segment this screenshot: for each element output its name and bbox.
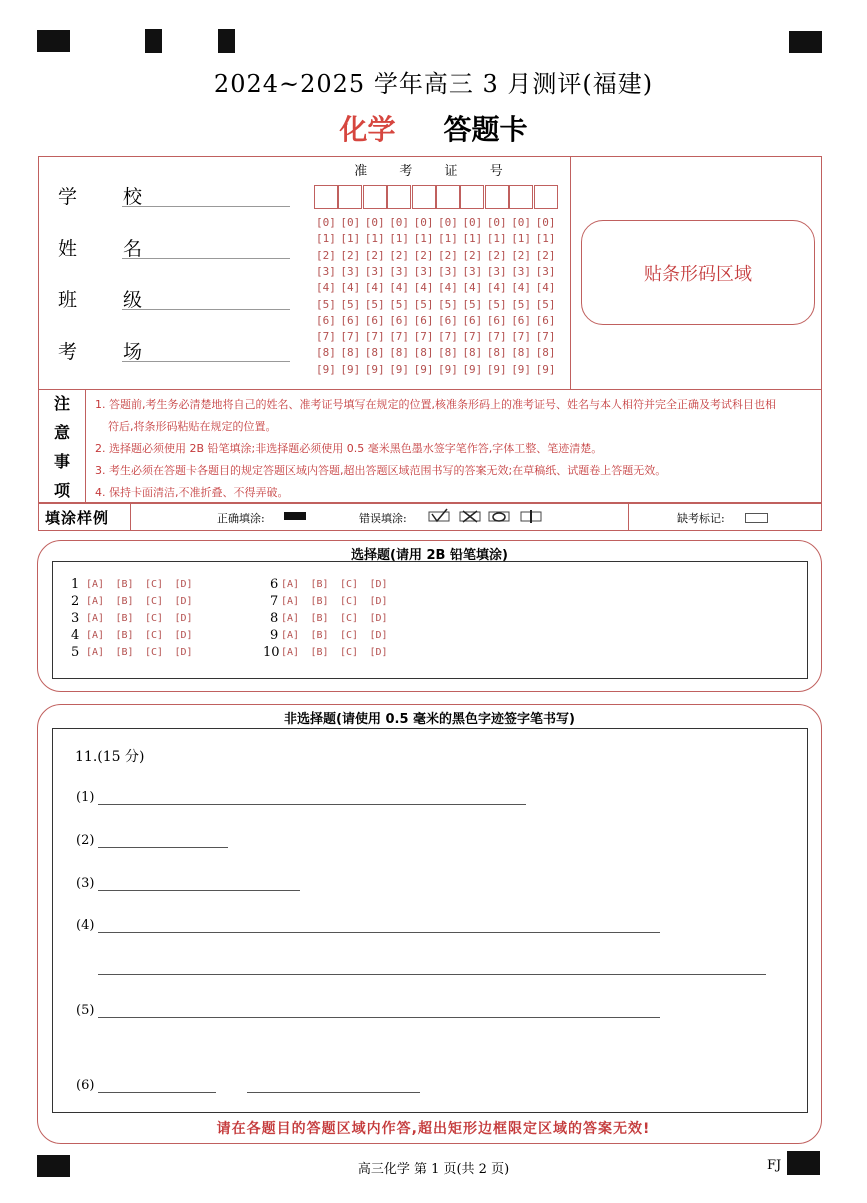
exam-id-bubble[interactable]: [8]	[340, 346, 361, 360]
exam-id-bubble[interactable]: [4]	[438, 281, 458, 295]
part-3-label: (3)	[76, 876, 95, 891]
wrong-fill-samples	[427, 507, 547, 525]
choice-option-bubble[interactable]: [A]	[86, 579, 105, 590]
exam-id-bubble[interactable]: [9]	[364, 362, 385, 376]
part-4-answer-line[interactable]	[98, 932, 660, 933]
exam-id-bubble[interactable]: [7]	[438, 330, 458, 344]
info-divider	[570, 157, 571, 389]
exam-id-bubble[interactable]: [0]	[364, 216, 385, 229]
question-number: 2	[71, 594, 80, 609]
exam-id-bubble[interactable]: [1]	[511, 232, 532, 246]
exam-id-bubble[interactable]: [4]	[316, 281, 336, 295]
exam-id-bubble[interactable]: [3]	[364, 264, 385, 278]
fill-example-label: 填涂样例	[45, 509, 110, 527]
exam-id-bubble[interactable]: [6]	[389, 313, 410, 327]
card-title	[0, 108, 867, 148]
choice-option-bubble[interactable]: [B]	[115, 613, 134, 624]
school-label: 学 校	[58, 186, 163, 208]
choice-option-bubble[interactable]: [B]	[115, 579, 134, 590]
exam-id-cell[interactable]	[509, 185, 533, 209]
exam-id-cell[interactable]	[412, 185, 436, 209]
registration-mark-top-right	[789, 31, 822, 53]
exam-id-bubble[interactable]: [3]	[535, 264, 556, 278]
notice-item-3: 3. 考生必须在答题卡各题目的规定答题区域内答题,超出答题区域范围书写的答案无效;在草稿纸、试题卷上答题无效。	[95, 464, 667, 477]
nonchoice-section-title: 非选择题(请使用 0.5 毫米的黑色字迹签字笔书写)	[284, 712, 575, 727]
exam-id-bubble[interactable]: [1]	[438, 232, 458, 246]
question-number: 8	[270, 611, 279, 626]
exam-id-bubble[interactable]: [3]	[340, 264, 361, 278]
exam-id-bubble[interactable]: [9]	[486, 362, 507, 376]
choice-option-bubble[interactable]: [D]	[174, 630, 193, 641]
exam-id-cell[interactable]	[363, 185, 387, 209]
exam-id-bubble[interactable]: [9]	[511, 362, 532, 376]
exam-id-bubble[interactable]: [8]	[486, 346, 507, 360]
part-1-label: (1)	[76, 790, 95, 805]
part-1-answer-line[interactable]	[98, 804, 526, 805]
exam-id-cell[interactable]	[460, 185, 484, 209]
exam-id-bubble[interactable]: [3]	[511, 264, 532, 278]
exam-id-bubble[interactable]: [6]	[413, 313, 434, 327]
choice-option-bubble[interactable]: [B]	[310, 579, 329, 590]
part-2-label: (2)	[76, 833, 95, 848]
exam-id-bubble[interactable]: [6]	[535, 313, 556, 327]
exam-id-bubble[interactable]: [0]	[413, 216, 434, 229]
choice-answer-area	[52, 561, 808, 679]
exam-id-bubble[interactable]: [7]	[511, 330, 532, 344]
exam-id-bubble[interactable]: [4]	[486, 281, 507, 295]
exam-id-bubble[interactable]: [4]	[413, 281, 434, 295]
exam-id-bubble[interactable]: [1]	[535, 232, 556, 246]
exam-id-bubble[interactable]: [7]	[316, 330, 336, 344]
choice-option-bubble[interactable]: [C]	[340, 647, 359, 658]
part-6-label: (6)	[76, 1078, 95, 1093]
exam-id-bubble[interactable]: [7]	[364, 330, 385, 344]
exam-id-title: 准 考 证 号	[354, 164, 517, 179]
choice-option-bubble[interactable]: [A]	[281, 613, 300, 624]
exam-id-bubble[interactable]: [3]	[413, 264, 434, 278]
absent-mark-box[interactable]	[745, 513, 768, 523]
exam-id-bubble[interactable]: [2]	[316, 248, 336, 262]
part-4-label: (4)	[76, 918, 95, 933]
exam-id-bubble[interactable]: [7]	[486, 330, 507, 344]
exam-id-bubble[interactable]: [0]	[438, 216, 458, 229]
notice-heading-char: 意	[53, 422, 70, 442]
exam-id-bubble[interactable]: [8]	[413, 346, 434, 360]
name-label: 姓 名	[58, 238, 163, 260]
choice-option-bubble[interactable]: [D]	[174, 647, 193, 658]
exam-id-bubble[interactable]: [7]	[413, 330, 434, 344]
exam-id-bubble[interactable]: [9]	[316, 362, 336, 376]
exam-id-bubble[interactable]: [0]	[316, 216, 336, 229]
notice-item-4: 4. 保持卡面清洁,不准折叠、不得弄破。	[95, 486, 289, 499]
exam-id-bubble[interactable]: [8]	[462, 346, 483, 360]
choice-option-bubble[interactable]: [A]	[281, 579, 300, 590]
choice-option-bubble[interactable]: [A]	[86, 647, 105, 658]
correct-fill-sample	[284, 512, 306, 520]
question-number: 3	[71, 611, 80, 626]
notice-heading-char: 事	[53, 451, 70, 471]
notice-heading-char: 注	[53, 393, 70, 413]
exam-id-bubble[interactable]: [8]	[535, 346, 556, 360]
choice-option-bubble[interactable]: [A]	[281, 630, 300, 641]
exam-id-bubble[interactable]: [9]	[389, 362, 410, 376]
exam-id-bubble[interactable]: [3]	[438, 264, 458, 278]
exam-title: 2024~2025 学年高三 3 月测评(福建)	[213, 70, 654, 98]
exam-id-bubble[interactable]: [8]	[389, 346, 410, 360]
exam-id-bubble[interactable]: [6]	[511, 313, 532, 327]
choice-option-bubble[interactable]: [B]	[115, 630, 134, 641]
question-number: 10	[263, 645, 280, 660]
name-field[interactable]	[122, 258, 290, 259]
exam-id-bubble[interactable]: [6]	[486, 313, 507, 327]
barcode-area: 贴条形码区域	[581, 220, 815, 325]
exam-id-bubble[interactable]: [3]	[462, 264, 483, 278]
exam-id-bubble[interactable]: [1]	[364, 232, 385, 246]
question-number: 1	[71, 577, 80, 592]
exam-id-bubble[interactable]: [0]	[535, 216, 556, 229]
part-3-answer-line[interactable]	[98, 890, 300, 891]
part-4-answer-line-2[interactable]	[98, 974, 766, 975]
exam-id-bubble[interactable]: [3]	[389, 264, 410, 278]
exam-id-bubble[interactable]: [8]	[364, 346, 385, 360]
exam-id-bubble[interactable]: [4]	[462, 281, 483, 295]
exam-id-bubble[interactable]: [0]	[389, 216, 410, 229]
choice-option-bubble[interactable]: [D]	[369, 596, 388, 607]
exam-id-bubble[interactable]: [1]	[389, 232, 410, 246]
choice-option-bubble[interactable]: [C]	[145, 647, 164, 658]
exam-id-bubble[interactable]: [6]	[364, 313, 385, 327]
exam-id-bubble[interactable]: [5]	[486, 297, 507, 311]
choice-option-bubble[interactable]: [A]	[86, 630, 105, 641]
card-name: 答题卡	[443, 113, 528, 146]
fill-divider-2	[628, 504, 629, 530]
choice-option-bubble[interactable]: [D]	[174, 596, 193, 607]
exam-id-bubble[interactable]: [6]	[340, 313, 361, 327]
exam-id-bubble[interactable]: [1]	[462, 232, 483, 246]
exam-id-bubble[interactable]: [8]	[438, 346, 458, 360]
choice-option-bubble[interactable]: [C]	[145, 630, 164, 641]
exam-id-bubble[interactable]: [6]	[462, 313, 483, 327]
choice-option-bubble[interactable]: [A]	[281, 647, 300, 658]
exam-id-bubble[interactable]: [1]	[316, 232, 336, 246]
choice-option-bubble[interactable]: [D]	[174, 613, 193, 624]
exam-id-bubble[interactable]: [5]	[438, 297, 458, 311]
exam-id-bubble[interactable]: [0]	[462, 216, 483, 229]
school-field[interactable]	[122, 206, 290, 207]
exam-id-cell[interactable]	[338, 185, 362, 209]
class-label: 班 级	[58, 289, 163, 311]
choice-option-bubble[interactable]: [B]	[310, 630, 329, 641]
region-code: FJ	[767, 1158, 782, 1173]
choice-option-bubble[interactable]: [B]	[310, 647, 329, 658]
registration-mark-top-3	[218, 29, 235, 53]
choice-option-bubble[interactable]: [D]	[369, 579, 388, 590]
choice-option-bubble[interactable]: [D]	[369, 647, 388, 658]
exam-id-bubble[interactable]: [0]	[340, 216, 361, 229]
exam-id-bubble[interactable]: [9]	[438, 362, 458, 376]
notice-heading	[39, 389, 86, 502]
exam-id-cell[interactable]	[314, 185, 338, 209]
notice-item-1: 1. 答题前,考生务必清楚地将自己的姓名、准考证号填写在规定的位置,核准条形码上的准考证号、姓名与本人相符并完全正确及考试科目也相	[95, 398, 776, 411]
exam-id-bubble[interactable]: [5]	[340, 297, 361, 311]
choice-option-bubble[interactable]: [C]	[340, 630, 359, 641]
room-label: 考 场	[58, 341, 163, 363]
exam-id-bubble[interactable]: [2]	[438, 248, 458, 262]
exam-id-bubble[interactable]: [7]	[340, 330, 361, 344]
question-11-heading: 11.(15 分)	[75, 749, 145, 765]
registration-mark-top-2	[145, 29, 162, 53]
exam-id-cell[interactable]	[436, 185, 460, 209]
choice-section-title: 选择题(请用 2B 铅笔填涂)	[351, 548, 508, 563]
exam-id-bubble[interactable]: [9]	[462, 362, 483, 376]
page-indicator: 高三化学 第 1 页(共 2 页)	[357, 1162, 510, 1177]
exam-id-bubble[interactable]: [2]	[486, 248, 507, 262]
notice-heading-char: 项	[53, 480, 70, 500]
exam-id-bubble[interactable]: [9]	[535, 362, 556, 376]
part-6-answer-line-a[interactable]	[98, 1092, 216, 1093]
exam-id-bubble[interactable]: [2]	[413, 248, 434, 262]
exam-id-bubble[interactable]: [3]	[316, 264, 336, 278]
part-2-answer-line[interactable]	[98, 847, 228, 848]
exam-id-bubble[interactable]: [2]	[462, 248, 483, 262]
exam-id-bubble[interactable]: [1]	[413, 232, 434, 246]
fill-divider-1	[130, 504, 131, 530]
exam-id-bubble[interactable]: [2]	[364, 248, 385, 262]
subject-name: 化学	[339, 113, 396, 146]
exam-id-bubble[interactable]: [4]	[511, 281, 532, 295]
choice-option-bubble[interactable]: [C]	[340, 613, 359, 624]
question-number: 5	[71, 645, 80, 660]
room-field[interactable]	[122, 361, 290, 362]
exam-id-bubble[interactable]: [2]	[389, 248, 410, 262]
exam-id-bubble[interactable]: [7]	[535, 330, 556, 344]
question-number: 9	[270, 628, 279, 643]
exam-id-bubble[interactable]: [6]	[316, 313, 336, 327]
exam-id-bubble[interactable]: [7]	[389, 330, 410, 344]
exam-id-bubble[interactable]: [5]	[462, 297, 483, 311]
exam-id-bubble[interactable]: [9]	[413, 362, 434, 376]
question-number: 6	[270, 577, 279, 592]
part-5-label: (5)	[76, 1003, 95, 1018]
class-field[interactable]	[122, 309, 290, 310]
exam-id-bubble[interactable]: [6]	[438, 313, 458, 327]
choice-option-bubble[interactable]: [B]	[115, 647, 134, 658]
exam-id-bubble[interactable]: [8]	[316, 346, 336, 360]
exam-id-bubble[interactable]: [8]	[511, 346, 532, 360]
choice-option-bubble[interactable]: [C]	[145, 596, 164, 607]
nonchoice-answer-area	[52, 728, 808, 1113]
exam-id-bubble[interactable]: [4]	[340, 281, 361, 295]
exam-id-bubble[interactable]: [5]	[413, 297, 434, 311]
exam-id-bubble[interactable]: [5]	[364, 297, 385, 311]
choice-option-bubble[interactable]: [A]	[281, 596, 300, 607]
choice-option-bubble[interactable]: [D]	[174, 579, 193, 590]
question-number: 7	[270, 594, 279, 609]
exam-id-bubble[interactable]: [0]	[486, 216, 507, 229]
exam-id-bubble[interactable]: [5]	[535, 297, 556, 311]
exam-id-cell[interactable]	[534, 185, 558, 209]
wrong-fill-label: 错误填涂:	[359, 512, 407, 525]
exam-id-bubble[interactable]: [2]	[340, 248, 361, 262]
exam-id-bubble[interactable]: [4]	[535, 281, 556, 295]
choice-option-bubble[interactable]: [C]	[145, 579, 164, 590]
correct-fill-label: 正确填涂:	[217, 512, 265, 525]
exam-id-bubble[interactable]: [0]	[511, 216, 532, 229]
exam-id-bubble[interactable]: [5]	[511, 297, 532, 311]
exam-id-bubble[interactable]: [9]	[340, 362, 361, 376]
choice-option-bubble[interactable]: [C]	[145, 613, 164, 624]
exam-id-bubble[interactable]: [3]	[486, 264, 507, 278]
exam-id-bubble[interactable]: [4]	[364, 281, 385, 295]
choice-option-bubble[interactable]: [A]	[86, 613, 105, 624]
choice-option-bubble[interactable]: [B]	[115, 596, 134, 607]
absent-mark-label: 缺考标记:	[677, 512, 725, 525]
choice-option-bubble[interactable]: [C]	[340, 596, 359, 607]
choice-option-bubble[interactable]: [A]	[86, 596, 105, 607]
choice-option-bubble[interactable]: [C]	[340, 579, 359, 590]
choice-option-bubble[interactable]: [B]	[310, 596, 329, 607]
exam-id-bubble[interactable]: [2]	[511, 248, 532, 262]
exam-id-bubble[interactable]: [5]	[389, 297, 410, 311]
exam-id-cell[interactable]	[485, 185, 509, 209]
choice-option-bubble[interactable]: [D]	[369, 630, 388, 641]
exam-id-cell[interactable]	[387, 185, 411, 209]
choice-option-bubble[interactable]: [D]	[369, 613, 388, 624]
exam-id-bubble[interactable]: [7]	[462, 330, 483, 344]
answer-area-warning: 请在各题目的答题区域内作答,超出矩形边框限定区域的答案无效!	[216, 1121, 651, 1137]
notice-item-1-cont: 符后,将条形码粘贴在规定的位置。	[108, 420, 277, 433]
choice-option-bubble[interactable]: [B]	[310, 613, 329, 624]
part-5-answer-line[interactable]	[98, 1017, 660, 1018]
part-6-answer-line-b[interactable]	[247, 1092, 420, 1093]
notice-item-2: 2. 选择题必须使用 2B 铅笔填涂;非选择题必须使用 0.5 毫米黑色墨水签字笔作答,字体工整、笔迹清楚。	[95, 442, 603, 455]
exam-id-bubble[interactable]: [1]	[486, 232, 507, 246]
exam-id-bubble[interactable]: [5]	[316, 297, 336, 311]
exam-id-bubble[interactable]: [4]	[389, 281, 410, 295]
exam-id-bubble[interactable]: [1]	[340, 232, 361, 246]
question-number: 4	[71, 628, 80, 643]
registration-mark-top-left	[37, 30, 70, 52]
exam-id-bubble[interactable]: [2]	[535, 248, 556, 262]
